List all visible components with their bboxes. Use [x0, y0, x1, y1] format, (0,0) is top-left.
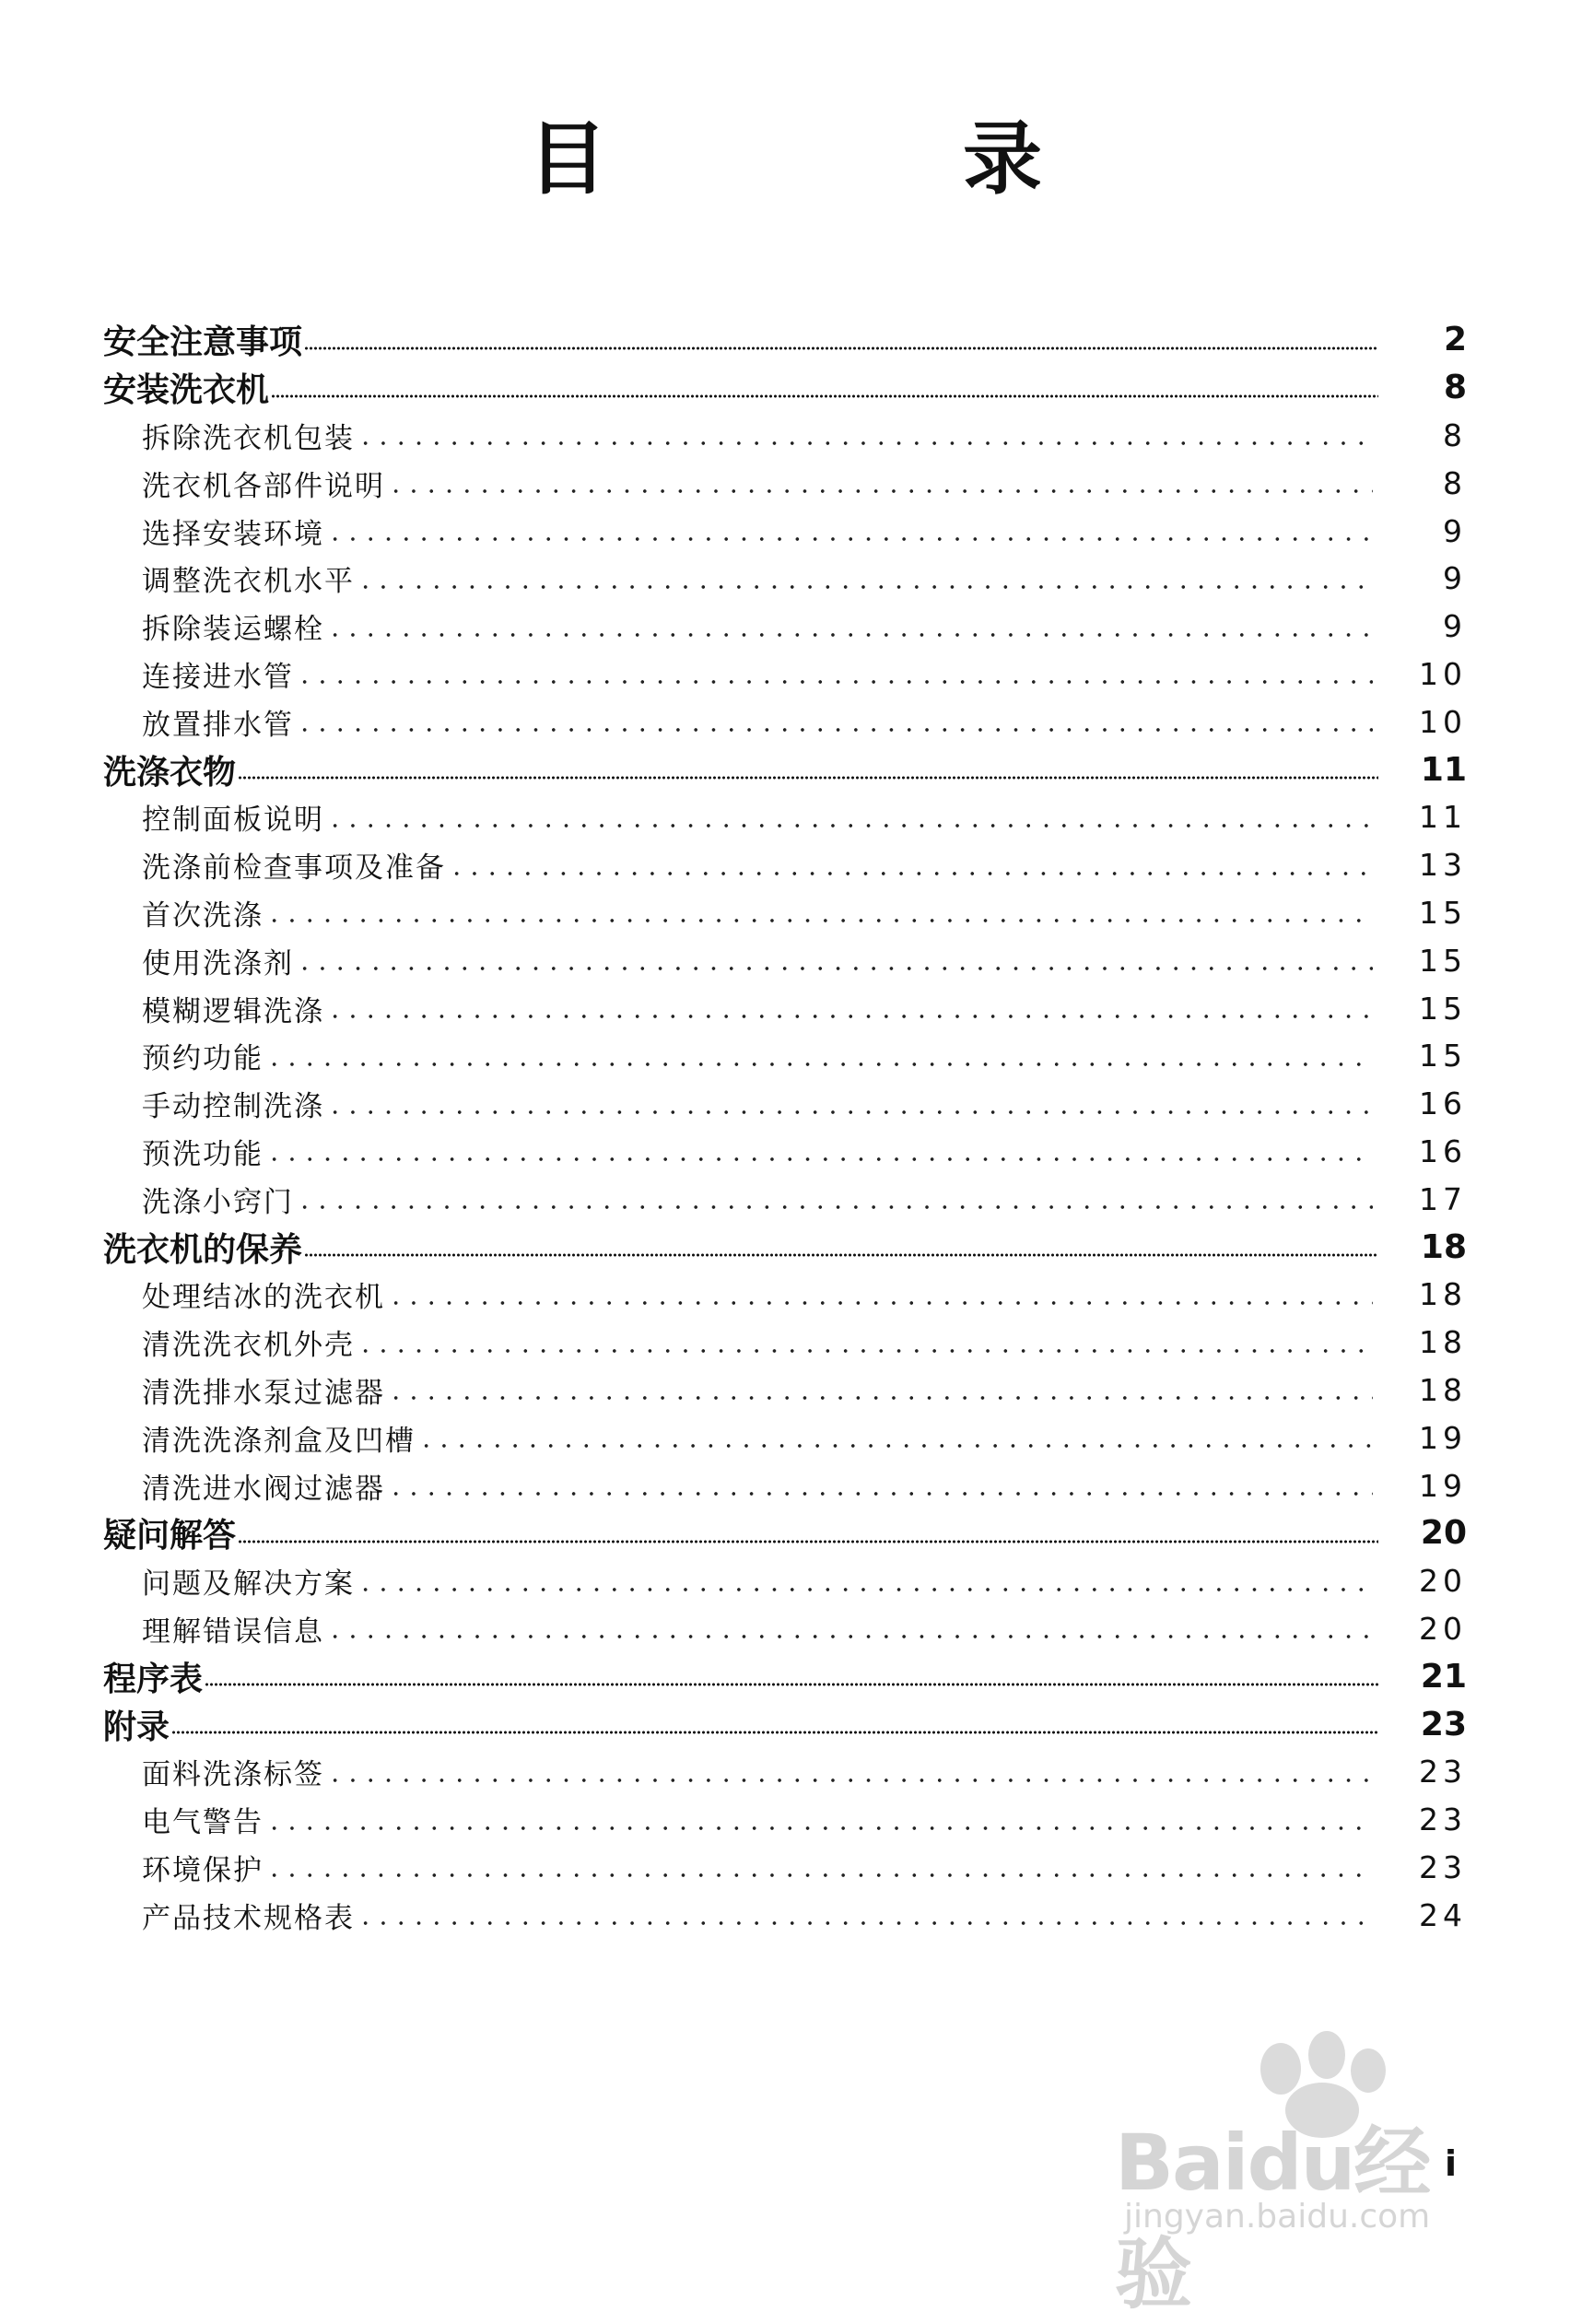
- dot-leader: [387, 1395, 1373, 1401]
- toc-subsection-entry[interactable]: [103, 1367, 1467, 1414]
- toc-entry-label: 清洗洗衣机外壳: [142, 1321, 357, 1363]
- toc-entry-label: 理解错误信息: [142, 1608, 326, 1649]
- dot-leader: [265, 1825, 1373, 1831]
- toc-entry-page-number: 13: [1419, 847, 1467, 884]
- toc-subsection-entry[interactable]: [103, 793, 1467, 841]
- toc-entry-label: 洗涤前检查事项及准备: [142, 844, 448, 886]
- toc-entry-page-number: 20: [1420, 1514, 1467, 1553]
- dot-leader: [326, 1634, 1373, 1639]
- toc-subsection-entry[interactable]: [103, 1319, 1467, 1367]
- toc-entry-label: 环境保护: [142, 1847, 265, 1888]
- toc-entry-page-number: 9: [1443, 560, 1467, 597]
- toc-subsection-entry[interactable]: [103, 984, 1467, 1032]
- toc-subsection-entry[interactable]: [103, 841, 1467, 889]
- toc-entry-page-number: 18: [1419, 1324, 1467, 1361]
- toc-subsection-entry[interactable]: [103, 651, 1467, 698]
- watermark-url: jingyan.baidu.com: [1124, 2198, 1431, 2236]
- dot-leader: [387, 488, 1373, 494]
- toc-entry-page-number: 8: [1443, 369, 1467, 407]
- toc-entry-page-number: 19: [1419, 1419, 1467, 1456]
- toc-subsection-entry[interactable]: [103, 1175, 1467, 1223]
- toc-entry-page-number: 8: [1443, 464, 1467, 501]
- toc-entry-label: 清洗进水阀过滤器: [142, 1465, 387, 1507]
- toc-entry-page-number: 23: [1420, 1705, 1467, 1743]
- toc-entry-page-number: 23: [1419, 1802, 1467, 1838]
- toc-entry-label: 安全注意事项: [103, 316, 304, 363]
- toc-entry-label: 洗涤衣物: [103, 746, 238, 793]
- toc-entry-label: 使用洗涤剂: [142, 940, 296, 981]
- toc-entry-label: 控制面板说明: [142, 796, 326, 838]
- toc-entry-page-number: 23: [1419, 1754, 1467, 1790]
- dot-leader: [271, 393, 1378, 399]
- dot-leader: [417, 1443, 1373, 1449]
- page-title: 目 录: [528, 113, 1180, 205]
- toc-section-entry[interactable]: [103, 364, 1467, 412]
- toc-entry-page-number: 18: [1420, 1227, 1467, 1266]
- toc-entry-label: 预洗功能: [142, 1131, 265, 1172]
- toc-entry-label: 调整洗衣机水平: [142, 558, 357, 599]
- toc-entry-page-number: 23: [1419, 1849, 1467, 1885]
- dot-leader: [357, 1920, 1373, 1926]
- toc-entry-label: 清洗洗涤剂盒及凹槽: [142, 1417, 417, 1459]
- toc-subsection-entry[interactable]: [103, 1891, 1467, 1939]
- toc-entry-page-number: 9: [1443, 512, 1467, 549]
- toc-subsection-entry[interactable]: [103, 1748, 1467, 1796]
- dot-leader: [448, 871, 1373, 876]
- toc-entry-page-number: 15: [1419, 894, 1467, 931]
- toc-section-entry[interactable]: [103, 1509, 1467, 1557]
- toc-entry-label: 程序表: [103, 1653, 205, 1700]
- dot-leader: [387, 1491, 1373, 1497]
- dot-leader: [326, 1109, 1373, 1115]
- dot-leader: [265, 1872, 1373, 1878]
- toc-entry-page-number: 20: [1419, 1563, 1467, 1600]
- toc-entry-label: 首次洗涤: [142, 892, 265, 933]
- toc-entry-label: 洗涤小窍门: [142, 1179, 296, 1220]
- toc-entry-label: 洗衣机各部件说明: [142, 463, 387, 504]
- watermark-brand: Baidu经验: [1115, 2118, 1430, 2319]
- toc-entry-page-number: 18: [1419, 1371, 1467, 1408]
- toc-subsection-entry[interactable]: [103, 555, 1467, 603]
- toc-subsection-entry[interactable]: [103, 1557, 1467, 1605]
- toc-entry-page-number: 15: [1419, 942, 1467, 979]
- toc-subsection-entry[interactable]: [103, 1032, 1467, 1080]
- toc-entry-label: 选择安装环境: [142, 511, 326, 552]
- dot-leader: [357, 1587, 1373, 1592]
- toc-entry-label: 产品技术规格表: [142, 1895, 357, 1936]
- dot-leader: [326, 1014, 1373, 1019]
- dot-leader: [326, 536, 1373, 542]
- toc-entry-page-number: 11: [1419, 799, 1467, 836]
- toc-section-entry[interactable]: [103, 1652, 1467, 1700]
- toc-entry-label: 洗衣机的保养: [103, 1224, 304, 1271]
- toc-entry-page-number: 21: [1420, 1657, 1467, 1696]
- toc-entry-label: 放置排水管: [142, 701, 296, 743]
- toc-subsection-entry[interactable]: [103, 1128, 1467, 1176]
- toc-subsection-entry[interactable]: [103, 1844, 1467, 1892]
- toc-entry-page-number: 8: [1443, 417, 1467, 453]
- toc-entry-label: 手动控制洗涤: [142, 1083, 326, 1124]
- dot-leader: [326, 1778, 1373, 1783]
- toc-entry-label: 拆除洗衣机包装: [142, 415, 357, 456]
- page-number: i: [1445, 2143, 1458, 2184]
- toc-subsection-entry[interactable]: [103, 1414, 1467, 1461]
- toc-subsection-entry[interactable]: [103, 1605, 1467, 1653]
- dot-leader: [326, 823, 1373, 828]
- toc-entry-page-number: 24: [1419, 1896, 1467, 1933]
- toc-entry-label: 模糊逻辑洗涤: [142, 988, 326, 1029]
- dot-leader: [265, 1062, 1373, 1067]
- toc-entry-label: 疑问解答: [103, 1509, 238, 1556]
- toc-entry-label: 安装洗衣机: [103, 364, 271, 411]
- baidu-watermark: [1106, 2013, 1474, 2319]
- toc-entry-page-number: 2: [1443, 321, 1467, 359]
- dot-leader: [357, 440, 1373, 446]
- toc-entry-label: 预约功能: [142, 1035, 265, 1076]
- toc-entry-label: 处理结冰的洗衣机: [142, 1274, 387, 1315]
- toc-entry-label: 附录: [103, 1701, 171, 1748]
- toc-entry-label: 电气警告: [142, 1799, 265, 1840]
- dot-leader: [265, 918, 1373, 923]
- toc-subsection-entry[interactable]: [103, 936, 1467, 984]
- dot-leader: [387, 1300, 1373, 1306]
- toc-section-entry[interactable]: [103, 316, 1467, 364]
- toc-entry-page-number: 16: [1419, 1133, 1467, 1169]
- toc-entry-page-number: 18: [1419, 1276, 1467, 1313]
- dot-leader: [296, 1204, 1373, 1210]
- toc-entry-page-number: 20: [1419, 1610, 1467, 1647]
- toc-subsection-entry[interactable]: [103, 1461, 1467, 1509]
- toc-entry-page-number: 15: [1419, 990, 1467, 1027]
- toc-entry-label: 面料洗涤标签: [142, 1751, 326, 1792]
- toc-section-entry[interactable]: [103, 1700, 1467, 1748]
- dot-leader: [296, 966, 1373, 971]
- toc-section-entry[interactable]: [103, 745, 1467, 793]
- dot-leader: [296, 679, 1373, 685]
- toc-entry-page-number: 17: [1419, 1180, 1467, 1217]
- toc-entry-page-number: 10: [1419, 655, 1467, 692]
- dot-leader: [296, 727, 1373, 733]
- dot-leader: [238, 1539, 1378, 1544]
- dot-leader: [265, 1156, 1373, 1162]
- toc-subsection-entry[interactable]: [103, 459, 1467, 507]
- toc-subsection-entry[interactable]: [103, 1080, 1467, 1128]
- toc-entry-page-number: 9: [1443, 608, 1467, 645]
- toc-entry-label: 清洗排水泵过滤器: [142, 1369, 387, 1411]
- toc-subsection-entry[interactable]: [103, 698, 1467, 745]
- toc-entry-label: 问题及解决方案: [142, 1560, 357, 1602]
- dot-leader: [238, 775, 1378, 781]
- toc-entry-page-number: 15: [1419, 1038, 1467, 1074]
- toc-entry-label: 拆除装运螺栓: [142, 605, 326, 647]
- toc-subsection-entry[interactable]: [103, 507, 1467, 555]
- toc-section-entry[interactable]: [103, 1223, 1467, 1271]
- dot-leader: [304, 1252, 1378, 1258]
- dot-leader: [171, 1730, 1378, 1735]
- dot-leader: [357, 584, 1373, 590]
- dot-leader: [304, 346, 1378, 351]
- toc-entry-page-number: 10: [1419, 703, 1467, 740]
- toc-subsection-entry[interactable]: [103, 1796, 1467, 1844]
- toc-subsection-entry[interactable]: [103, 889, 1467, 937]
- toc-subsection-entry[interactable]: [103, 603, 1467, 651]
- dot-leader: [326, 632, 1373, 638]
- dot-leader: [205, 1682, 1378, 1687]
- toc-subsection-entry[interactable]: [103, 1271, 1467, 1319]
- toc-subsection-entry[interactable]: [103, 412, 1467, 460]
- toc-entry-label: 连接进水管: [142, 653, 296, 695]
- toc-entry-page-number: 11: [1420, 750, 1467, 789]
- toc-entry-page-number: 19: [1419, 1467, 1467, 1504]
- dot-leader: [357, 1348, 1373, 1354]
- table-of-contents: [103, 316, 1467, 1939]
- toc-entry-page-number: 16: [1419, 1086, 1467, 1122]
